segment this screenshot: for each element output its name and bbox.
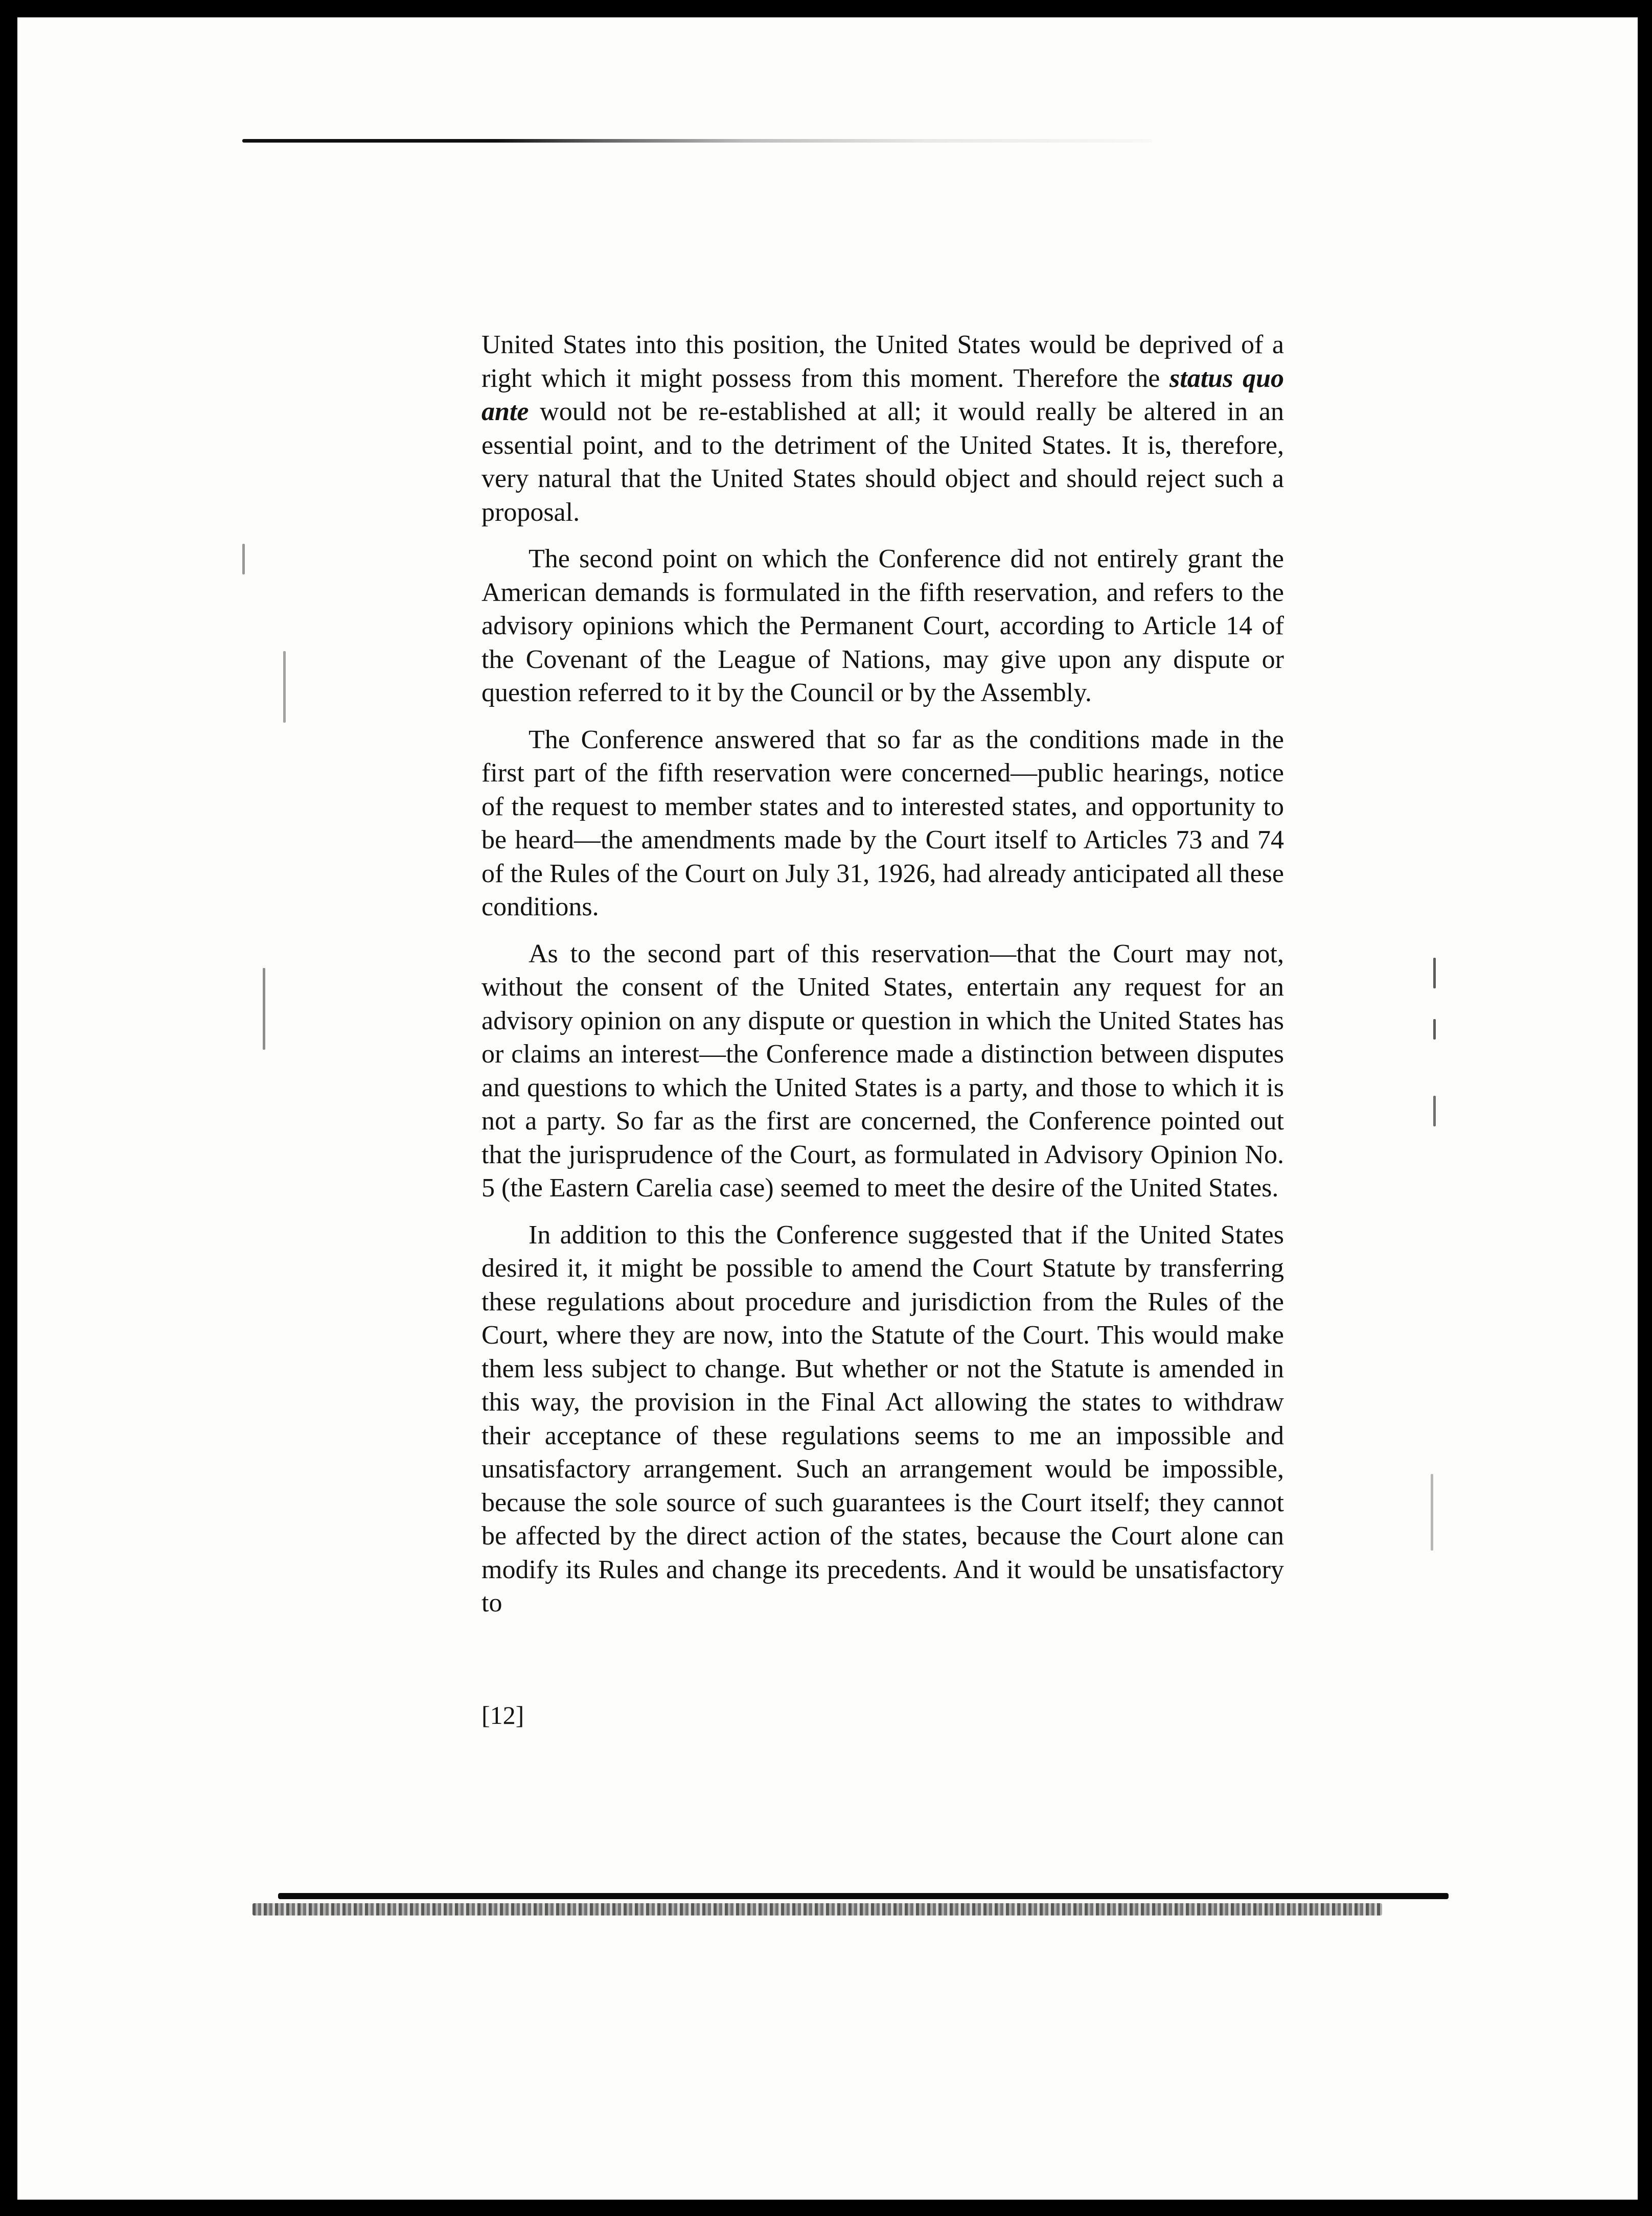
- paragraph-3: The Conference answered that so far as the conditions made in the first part of the fifth reservation were concerned—public hearings, notice of the request to member states and to interested states, and opportunity to be heard—the amendments made by the Court itself to Articles 73 and 74 of the Rules of the Court on July 31, 1926, had already anticipated all these conditions.: [481, 725, 1284, 921]
- margin-mark: [1433, 1096, 1436, 1126]
- bottom-scan-noise: [253, 1903, 1382, 1915]
- margin-mark: [1433, 958, 1436, 988]
- latin-phrase: status quo ante: [481, 363, 1284, 426]
- top-rule: [242, 139, 1152, 143]
- paragraph-2: The second point on which the Conference did not entirely grant the American demands is formulated in the fifth reservation, and refers to the advisory opinions which the Permanent Court, according to Article 14 of the Covenant of the League of Nations, may give upon any dispute or question referred to it by the Council or by the Assembly.: [481, 544, 1284, 707]
- margin-mark: [242, 544, 245, 574]
- page-number: [12]: [481, 1701, 524, 1729]
- paragraph-5: In addition to this the Conference suggested that if the United States desired it, it might be possible to amend the Court Statute by transferring these regulations about procedure and jurisdiction from the Rules of the Court, where they are now, into the Statute of the Court. This would make them less subject to change. But whether or not the Statute is amended in this way, the provision in the Final Act allowing the states to withdraw their acceptance of these regulations seems to me an impossible and unsatisfactory arrangement. Such an arrangement would be impossible, because the sole source of such guarantees is the Court itself; they cannot be affected by the direct action of the states, because the Court alone can modify its Rules and change its precedents. And it would be unsatisfactory to: [481, 1220, 1284, 1618]
- bottom-rule: [278, 1893, 1449, 1899]
- margin-mark: [1433, 1019, 1436, 1040]
- paragraph-1: United States into this position, the United States would be deprived of a right which it might possess from this moment. Therefore the status quo ante would not be re-established at all; it would really be altered in an essential point, and to the detriment of the United States. It is, therefore, very natural that the United States should object and should reject such a proposal.: [481, 330, 1284, 527]
- margin-mark: [263, 968, 265, 1050]
- margin-mark: [1431, 1474, 1433, 1551]
- paragraph-4: As to the second part of this reservation—that the Court may not, without the consent of the United States, entertain any request for an advisory opinion on any dispute or question in which the United States has or claims an interest—the Conference made a distinction between disputes and questions to which the United States is a party, and those to which it is not a party. So far as the first are concerned, the Conference pointed out that the jurisprudence of the Court, as formulated in Advisory Opinion No. 5 (the Eastern Carelia case) seemed to meet the desire of the United States.: [481, 939, 1284, 1203]
- margin-mark: [283, 651, 286, 723]
- body-text: [481, 328, 1284, 1633]
